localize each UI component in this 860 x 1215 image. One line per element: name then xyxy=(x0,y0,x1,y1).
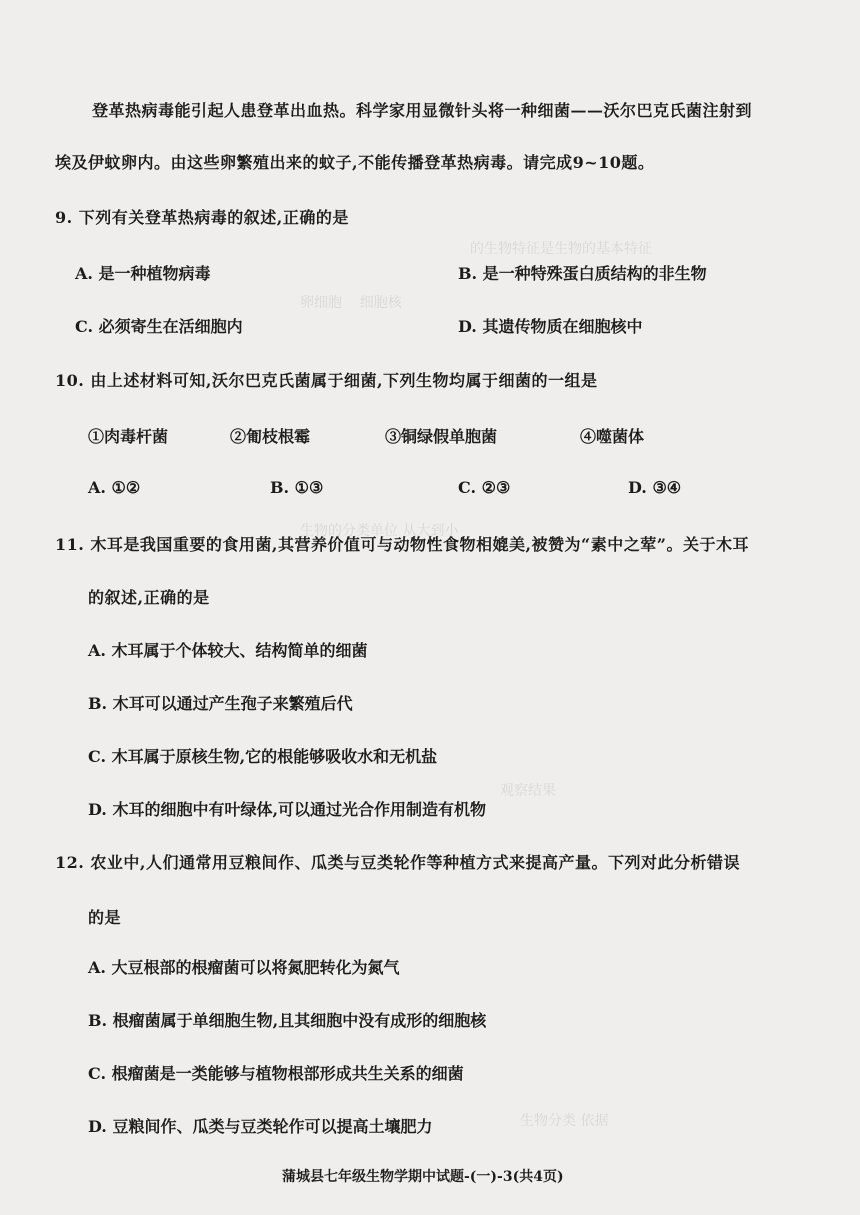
question-10-option-c: C. ②③ xyxy=(458,478,511,497)
bleed-through-text: 生物分类 依据 xyxy=(520,1113,609,1129)
question-11-stem-line-2: 的叙述,正确的是 xyxy=(88,588,210,607)
question-10-item-1: ①肉毒杆菌 xyxy=(88,427,169,446)
bleed-through-text: 的生物特征是生物的基本特征 xyxy=(470,241,652,257)
question-9-stem: 9. 下列有关登革热病毒的叙述,正确的是 xyxy=(55,208,349,227)
question-11-option-b: B. 木耳可以通过产生孢子来繁殖后代 xyxy=(88,694,353,713)
question-11-option-a: A. 木耳属于个体较大、结构简单的细菌 xyxy=(88,641,368,660)
passage-line-2: 埃及伊蚊卵内。由这些卵繁殖出来的蚊子,不能传播登革热病毒。请完成9~10题。 xyxy=(55,153,655,172)
question-11-option-c: C. 木耳属于原核生物,它的根能够吸收水和无机盐 xyxy=(88,747,438,766)
bleed-through-text: 生物的分类单位 从大到小 xyxy=(300,523,459,539)
question-12-stem-line-2: 的是 xyxy=(88,908,122,927)
question-12-option-d: D. 豆粮间作、瓜类与豆类轮作可以提高土壤肥力 xyxy=(88,1117,433,1136)
question-10-item-3: ③铜绿假单胞菌 xyxy=(385,427,498,446)
question-10-item-4: ④噬菌体 xyxy=(580,427,645,446)
question-12-option-b: B. 根瘤菌属于单细胞生物,且其细胞中没有成形的细胞核 xyxy=(88,1011,487,1030)
question-10-option-b: B. ①③ xyxy=(270,478,324,497)
question-10-item-2: ②匍枝根霉 xyxy=(230,427,311,446)
page-footer: 蒲城县七年级生物学期中试题-(一)-3(共4页) xyxy=(282,1169,564,1185)
question-12-option-a: A. 大豆根部的根瘤菌可以将氮肥转化为氮气 xyxy=(88,958,400,977)
question-10-option-d: D. ③④ xyxy=(628,478,682,497)
question-12-option-c: C. 根瘤菌是一类能够与植物根部形成共生关系的细菌 xyxy=(88,1064,464,1083)
question-11-option-d: D. 木耳的细胞中有叶绿体,可以通过光合作用制造有机物 xyxy=(88,800,487,819)
bleed-through-text: 观察结果 xyxy=(500,783,556,799)
passage-line-1: 登革热病毒能引起人患登革出血热。科学家用显微针头将一种细菌——沃尔巴克氏菌注射到 xyxy=(92,101,753,120)
bleed-through-text: 卵细胞 细胞核 xyxy=(300,295,402,311)
question-12-stem-line-1: 12. 农业中,人们通常用豆粮间作、瓜类与豆类轮作等种植方式来提高产量。下列对此分析错误 xyxy=(55,853,740,872)
question-9-option-a: A. 是一种植物病毒 xyxy=(75,264,211,283)
question-9-option-c: C. 必须寄生在活细胞内 xyxy=(75,317,243,336)
question-11-stem-line-1: 11. 木耳是我国重要的食用菌,其营养价值可与动物性食物相媲美,被赞为“素中之荤”。关于木耳 xyxy=(55,535,749,554)
question-9-option-d: D. 其遗传物质在细胞核中 xyxy=(458,317,643,336)
question-9-option-b: B. 是一种特殊蛋白质结构的非生物 xyxy=(458,264,707,283)
question-10-stem: 10. 由上述材料可知,沃尔巴克氏菌属于细菌,下列生物均属于细菌的一组是 xyxy=(55,371,598,390)
question-10-option-a: A. ①② xyxy=(88,478,141,497)
